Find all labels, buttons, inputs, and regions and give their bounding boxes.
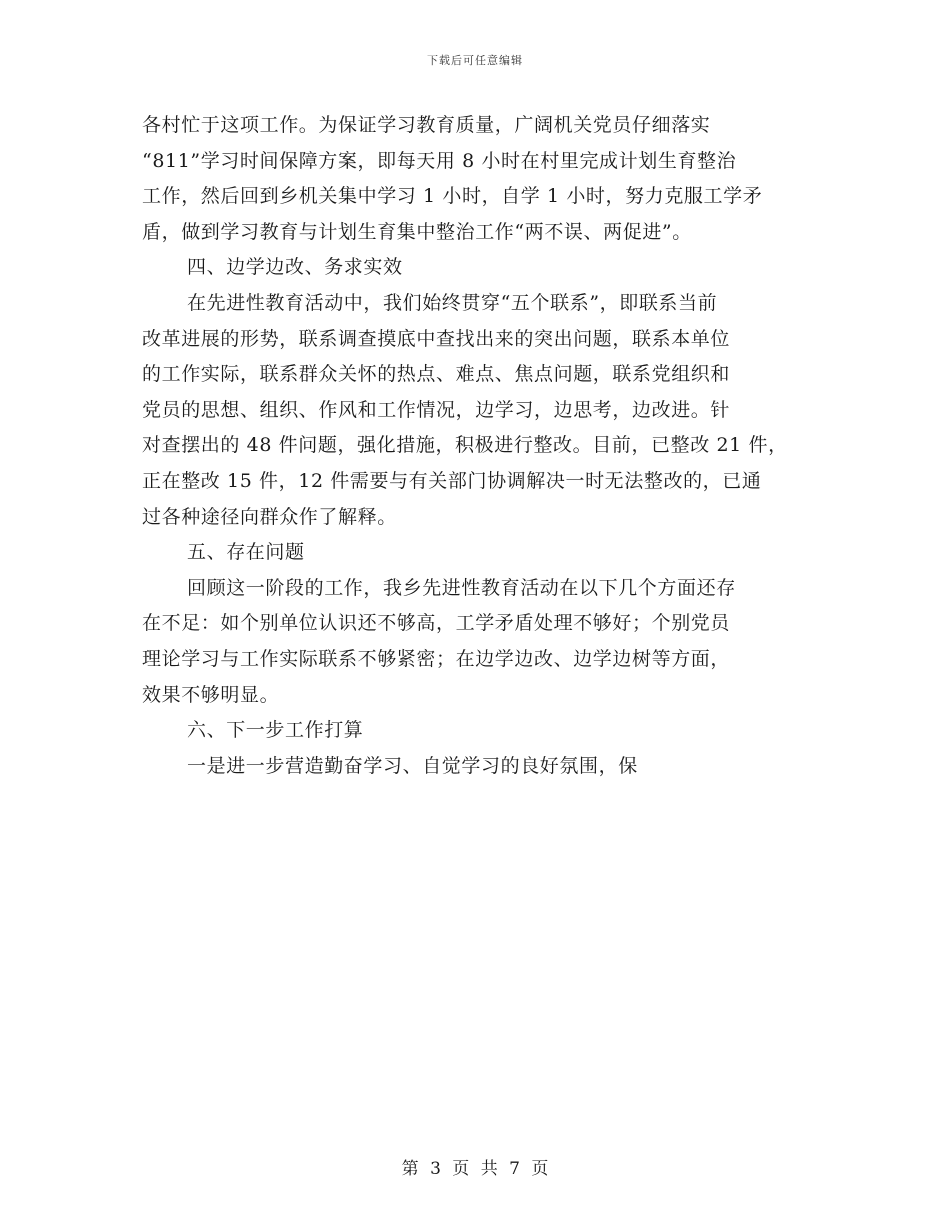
paragraph-line: 党员的思想、组织、作风和工作情况，边学习，边思考，边改进。针	[142, 398, 731, 421]
paragraph-line: 回顾这一阶段的工作，我乡先进性教育活动在以下几个方面还存	[187, 576, 736, 599]
paragraph-line: 的工作实际，联系群众关怀的热点、难点、焦点问题，联系党组织和	[142, 363, 731, 386]
page-number-indicator: 第 3 页 共 7 页	[401, 1159, 549, 1179]
section-heading: 六、下一步工作打算	[187, 719, 364, 742]
section-heading: 四、边学边改、务求实效	[187, 256, 403, 279]
document-body	[142, 108, 832, 784]
paragraph-line: 改革进展的形势，联系调查摸底中查找出来的突出问题，联系本单位	[142, 327, 731, 350]
paragraph-line: 效果不够明显。	[142, 683, 280, 706]
paragraph-line: 一是进一步营造勤奋学习、自觉学习的良好氛围，保	[187, 754, 638, 777]
paragraph-line: 正在整改 15 件，12 件需要与有关部门协调解决一时无法整改的，已通	[142, 469, 762, 492]
paragraph-line: 理论学习与工作实际联系不够紧密；在边学边改、边学边树等方面，	[142, 647, 731, 670]
section-heading: 五、存在问题	[187, 541, 305, 564]
paragraph-line: 在先进性教育活动中，我们始终贯穿“五个联系”，即联系当前	[187, 291, 718, 314]
paragraph-line: “811”学习时间保障方案，即每天用 8 小时在村里完成计划生育整治	[142, 149, 737, 172]
paragraph-line: 盾，做到学习教育与计划生育集中整治工作“两不误、两促进”。	[142, 220, 692, 243]
paragraph-line: 在不足：如个别单位认识还不够高，工学矛盾处理不够好；个别党员	[142, 612, 731, 635]
paragraph-line: 过各种途径向群众作了解释。	[142, 505, 397, 528]
paragraph-line: 各村忙于这项工作。为保证学习教育质量，广阔机关党员仔细落实	[142, 114, 711, 136]
page-header-note: 下载后可任意编辑	[427, 54, 523, 67]
paragraph-line: 对查摆出的 48 件问题，强化措施，积极进行整改。目前，已整改 21 件，	[142, 434, 788, 457]
paragraph-line: 工作，然后回到乡机关集中学习 1 小时，自学 1 小时，努力克服工学矛	[142, 185, 763, 208]
